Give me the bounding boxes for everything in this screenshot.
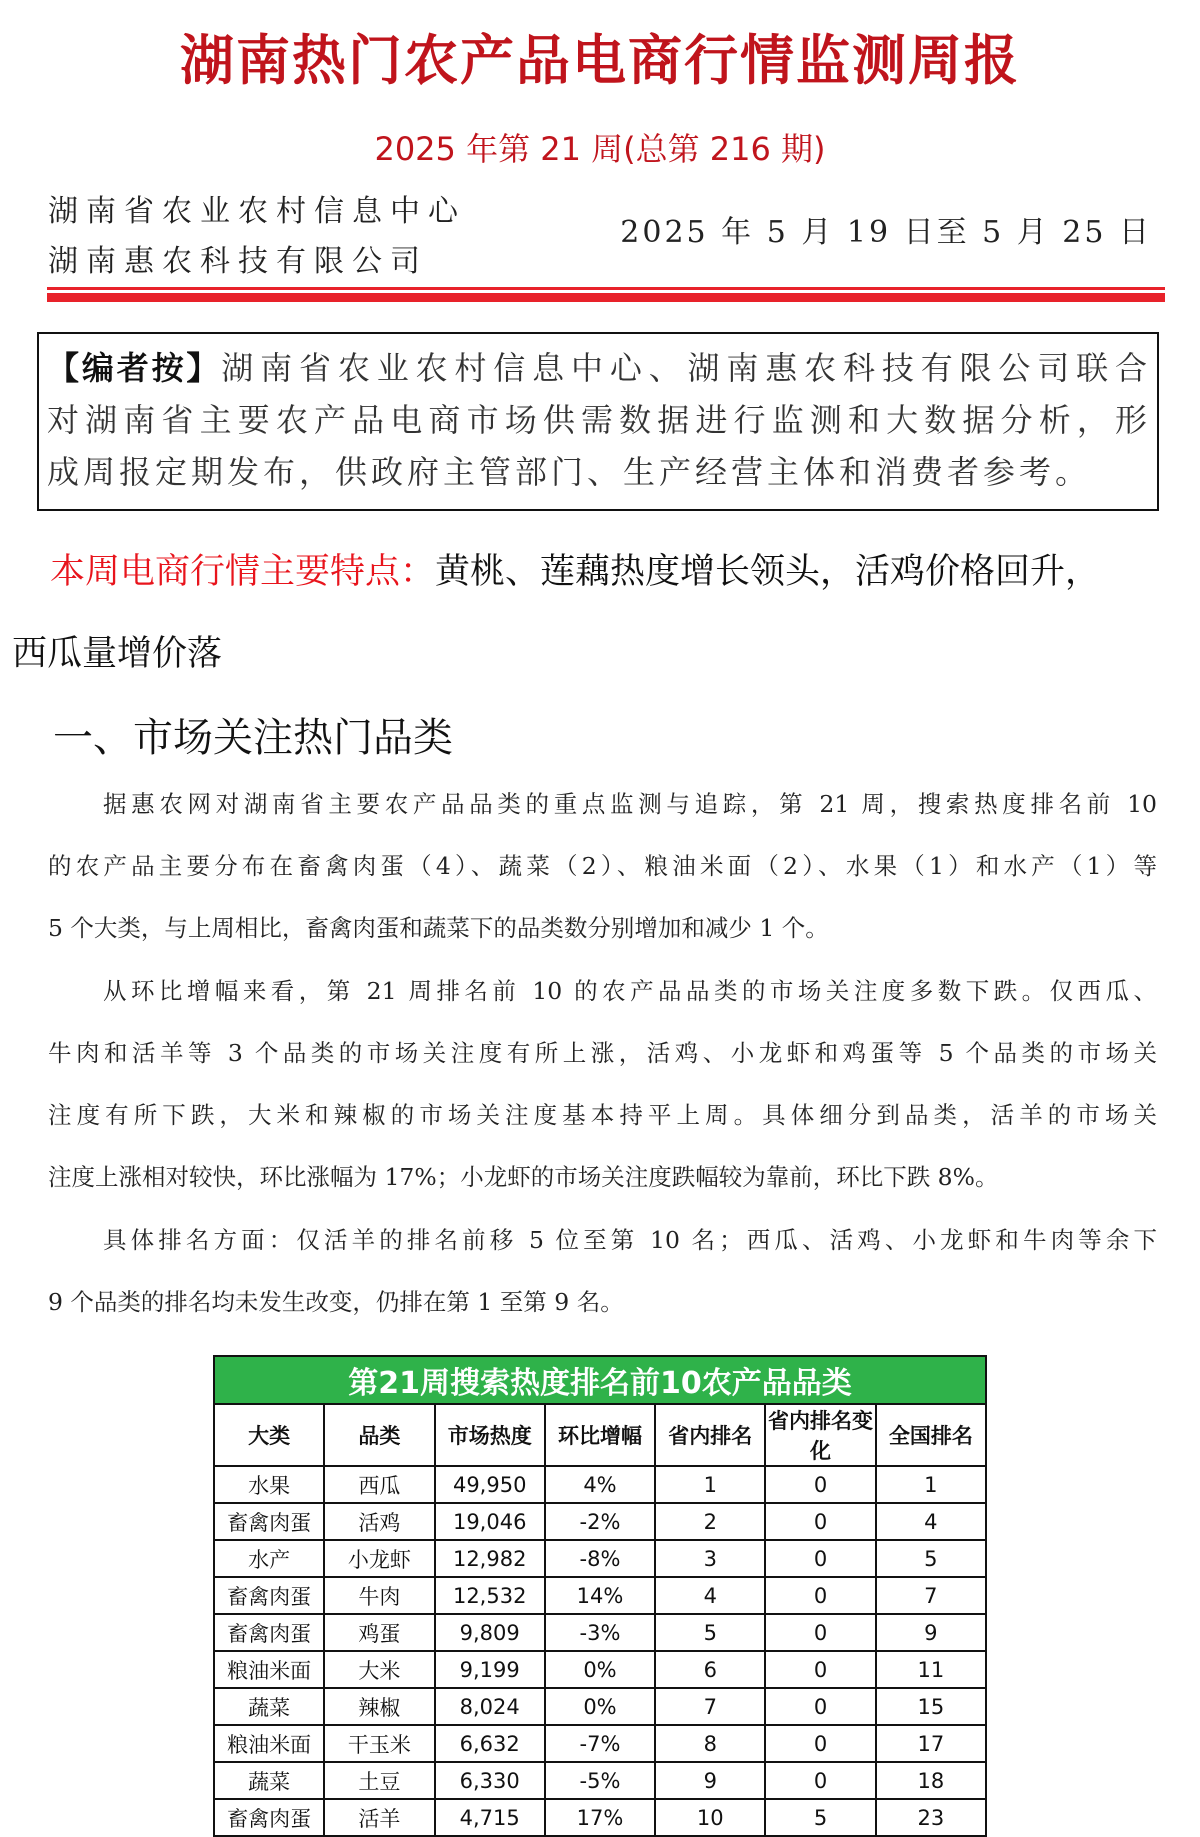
table-cell: 5 [655, 1614, 765, 1651]
table-cell: 17% [545, 1799, 655, 1836]
table-cell: 蔬菜 [214, 1762, 324, 1799]
paragraph-line: 牛肉和活羊等 3 个品类的市场关注度有所上涨，活鸡、小龙虾和鸡蛋等 5 个品类的市场关 [48, 1039, 1157, 1067]
table-cell: 畜禽肉蛋 [214, 1577, 324, 1614]
paragraph-line: 注度有所下跌，大米和辣椒的市场关注度基本持平上周。具体细分到品类，活羊的市场关 [48, 1101, 1157, 1129]
table-header-row [214, 1404, 986, 1466]
table-cell: -2% [545, 1503, 655, 1540]
table-cell: 水果 [214, 1466, 324, 1503]
table-title: 第21周搜索热度排名前10农产品品类 [214, 1356, 986, 1404]
table-row [214, 1466, 986, 1503]
table-cell: 11 [876, 1651, 986, 1688]
table-cell: 0 [765, 1503, 875, 1540]
column-header: 全国排名 [876, 1404, 986, 1466]
table-cell: 8 [655, 1725, 765, 1762]
table-cell: 15 [876, 1688, 986, 1725]
section-heading: 一、市场关注热门品类 [53, 715, 453, 761]
table-cell: 西瓜 [324, 1466, 434, 1503]
table-row [214, 1651, 986, 1688]
table-row [214, 1725, 986, 1762]
table-row [214, 1503, 986, 1540]
paragraph-line: 5 个大类，与上周相比，畜禽肉蛋和蔬菜下的品类数分别增加和减少 1 个。 [48, 914, 829, 942]
table-row [214, 1540, 986, 1577]
features-text-continued: 西瓜量增价落 [12, 634, 223, 674]
table-cell: 3 [655, 1540, 765, 1577]
table-cell: 0 [765, 1540, 875, 1577]
table-cell: 4 [876, 1503, 986, 1540]
table-cell: 7 [876, 1577, 986, 1614]
table-cell: 49,950 [435, 1466, 545, 1503]
table-cell: -5% [545, 1762, 655, 1799]
table-cell: 6,330 [435, 1762, 545, 1799]
issue-number: 2025 年第 21 周(总第 216 期) [374, 130, 826, 168]
column-header: 环比增幅 [545, 1404, 655, 1466]
table-cell: 活羊 [324, 1799, 434, 1836]
paragraph-line: 的农产品主要分布在畜禽肉蛋（4）、蔬菜（2）、粮油米面（2）、水果（1）和水产（1）等 [48, 852, 1157, 880]
organization-1: 湖南省农业农村信息中心 [48, 194, 466, 229]
table-cell: 9 [655, 1762, 765, 1799]
table-cell: 0 [765, 1614, 875, 1651]
table-cell: 小龙虾 [324, 1540, 434, 1577]
paragraph-1 [48, 773, 1157, 959]
editor-note-line: 成周报定期发布，供政府主管部门、生产经营主体和消费者参考。 [47, 453, 1092, 491]
table-cell: 17 [876, 1725, 986, 1762]
table-cell: 粮油米面 [214, 1725, 324, 1762]
table-cell: 14% [545, 1577, 655, 1614]
table-cell: 0 [765, 1762, 875, 1799]
column-header: 省内排名 [655, 1404, 765, 1466]
table-cell: 6,632 [435, 1725, 545, 1762]
weekly-features [50, 544, 1200, 594]
paragraph-2 [48, 960, 1157, 1208]
table-cell: 辣椒 [324, 1688, 434, 1725]
table-cell: 0 [765, 1725, 875, 1762]
table-cell: -7% [545, 1725, 655, 1762]
table-cell: 0 [765, 1688, 875, 1725]
table-row [214, 1614, 986, 1651]
table-cell: 12,532 [435, 1577, 545, 1614]
ranking-table [213, 1355, 987, 1837]
editor-note-text: 湖南省农业农村信息中心、湖南惠农科技有限公司联合 [221, 349, 1151, 387]
table-cell: 2 [655, 1503, 765, 1540]
table-cell: 5 [765, 1799, 875, 1836]
editor-note-label: 【编者按】 [47, 349, 222, 387]
column-header: 省内排名变化 [765, 1404, 875, 1466]
table-row [214, 1688, 986, 1725]
table-cell: 0 [765, 1651, 875, 1688]
column-header: 品类 [324, 1404, 434, 1466]
table-row [214, 1762, 986, 1799]
table-cell: 活鸡 [324, 1503, 434, 1540]
table-cell: 23 [876, 1799, 986, 1836]
table-cell: 畜禽肉蛋 [214, 1503, 324, 1540]
table-cell: 1 [655, 1466, 765, 1503]
table-cell: 4 [655, 1577, 765, 1614]
table-cell: 水产 [214, 1540, 324, 1577]
header-divider-thin [47, 287, 1165, 290]
paragraph-line: 9 个品类的排名均未发生改变，仍排在第 1 至第 9 名。 [48, 1288, 624, 1316]
table-cell: 4,715 [435, 1799, 545, 1836]
table-cell: -3% [545, 1614, 655, 1651]
column-header: 市场热度 [435, 1404, 545, 1466]
table-cell: 0% [545, 1688, 655, 1725]
table-cell: 9,199 [435, 1651, 545, 1688]
report-title: 湖南热门农产品电商行情监测周报 [180, 29, 1020, 92]
table-cell: 9,809 [435, 1614, 545, 1651]
table-cell: 大米 [324, 1651, 434, 1688]
header-divider-thick [47, 293, 1165, 302]
paragraph-3 [48, 1209, 1157, 1333]
features-label: 本周电商行情主要特点： [50, 552, 436, 592]
table-row [214, 1577, 986, 1614]
table-cell: 4% [545, 1466, 655, 1503]
table-cell: 土豆 [324, 1762, 434, 1799]
table-cell: 畜禽肉蛋 [214, 1799, 324, 1836]
table-cell: 7 [655, 1688, 765, 1725]
organization-2: 湖南惠农科技有限公司 [48, 244, 428, 279]
editor-note-line [47, 342, 1151, 394]
table-cell: 1 [876, 1466, 986, 1503]
table-cell: 干玉米 [324, 1725, 434, 1762]
table-cell: 10 [655, 1799, 765, 1836]
date-range: 2025 年 5 月 19 日至 5 月 25 日 [620, 215, 1152, 250]
paragraph-line: 从环比增幅来看，第 21 周排名前 10 的农产品品类的市场关注度多数下跌。仅西瓜、 [103, 977, 1157, 1005]
table-row [214, 1799, 986, 1836]
table-cell: 0 [765, 1466, 875, 1503]
table-cell: 鸡蛋 [324, 1614, 434, 1651]
table-cell: 0 [765, 1577, 875, 1614]
table-cell: 12,982 [435, 1540, 545, 1577]
features-text: 黄桃、莲藕热度增长领头，活鸡价格回升， [435, 552, 1101, 592]
paragraph-line: 注度上涨相对较快，环比涨幅为 17%；小龙虾的市场关注度跌幅较为靠前，环比下跌 8%。 [48, 1163, 999, 1191]
table-cell: 牛肉 [324, 1577, 434, 1614]
table-cell: 5 [876, 1540, 986, 1577]
paragraph-line: 具体排名方面：仅活羊的排名前移 5 位至第 10 名；西瓜、活鸡、小龙虾和牛肉等余下 [103, 1226, 1157, 1254]
table-cell: 18 [876, 1762, 986, 1799]
paragraph-line: 据惠农网对湖南省主要农产品品类的重点监测与追踪，第 21 周，搜索热度排名前 10 [103, 790, 1157, 818]
table-cell: 8,024 [435, 1688, 545, 1725]
editor-note-box [37, 332, 1159, 511]
editor-note-line: 对湖南省主要农产品电商市场供需数据进行监测和大数据分析，形 [47, 401, 1151, 439]
table-cell: 畜禽肉蛋 [214, 1614, 324, 1651]
table-cell: 19,046 [435, 1503, 545, 1540]
table-cell: 6 [655, 1651, 765, 1688]
table-cell: 0% [545, 1651, 655, 1688]
column-header: 大类 [214, 1404, 324, 1466]
table-cell: 粮油米面 [214, 1651, 324, 1688]
table-cell: -8% [545, 1540, 655, 1577]
table-cell: 蔬菜 [214, 1688, 324, 1725]
table-cell: 9 [876, 1614, 986, 1651]
